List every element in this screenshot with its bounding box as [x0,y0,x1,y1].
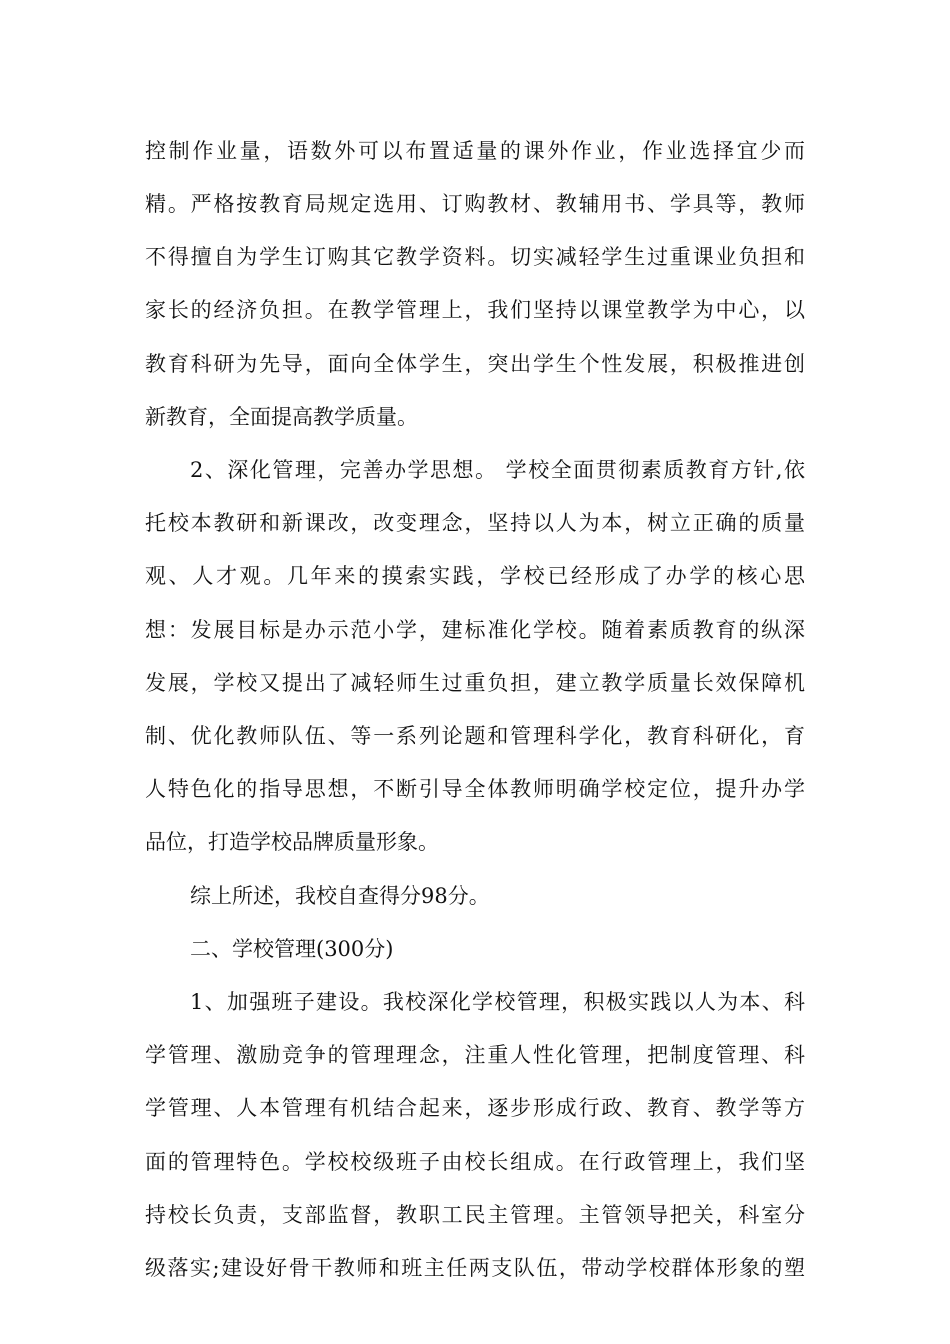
text-line: 想：发展目标是办示范小学，建标准化学校。随着素质教育的纵深 [145,618,805,642]
text-line: 面的管理特色。学校校级班子由校长组成。在行政管理上，我们坚 [145,1150,805,1174]
text-line: 学管理、人本管理有机结合起来，逐步形成行政、教育、教学等方 [145,1096,805,1120]
section-heading: 二、学校管理(300分) [190,937,394,961]
text-line: 学管理、激励竞争的管理理念，注重人性化管理，把制度管理、科 [145,1043,805,1067]
text-line: 人特色化的指导思想，不断引导全体教师明确学校定位，提升办学 [145,777,805,801]
text-line: 精。严格按教育局规定选用、订购教材、教辅用书、学具等，教师 [145,192,805,216]
text-line: 制、优化教师队伍、等一系列论题和管理科学化，教育科研化，育 [145,724,805,748]
paragraph-start-line: 2、深化管理，完善办学思想。 学校全面贯彻素质教育方针,依 [190,458,805,482]
text-line: 观、人才观。几年来的摸索实践，学校已经形成了办学的核心思 [145,564,805,588]
text-line: 家长的经济负担。在教学管理上，我们坚持以课堂教学为中心，以 [145,298,805,322]
text-line: 新教育，全面提高教学质量。 [145,405,418,429]
text-line: 控制作业量，语数外可以布置适量的课外作业，作业选择宜少而 [145,139,805,163]
text-line: 持校长负责，支部监督，教职工民主管理。主管领导把关，科室分 [145,1203,805,1227]
text-line: 教育科研为先导，面向全体学生，突出学生个性发展，积极推进创 [145,352,805,376]
text-line: 品位，打造学校品牌质量形象。 [145,830,439,854]
text-line: 托校本教研和新课改，改变理念，坚持以人为本，树立正确的质量 [145,511,805,535]
text-line: 发展，学校又提出了减轻师生过重负担，建立教学质量长效保障机 [145,671,805,695]
summary-line: 综上所述，我校自查得分98分。 [190,884,490,908]
text-line: 级落实;建设好骨干教师和班主任两支队伍，带动学校群体形象的塑 [145,1256,805,1280]
paragraph-start-line: 1、加强班子建设。我校深化学校管理，积极实践以人为本、科 [190,990,805,1014]
text-line: 不得擅自为学生订购其它教学资料。切实减轻学生过重课业负担和 [145,245,805,269]
